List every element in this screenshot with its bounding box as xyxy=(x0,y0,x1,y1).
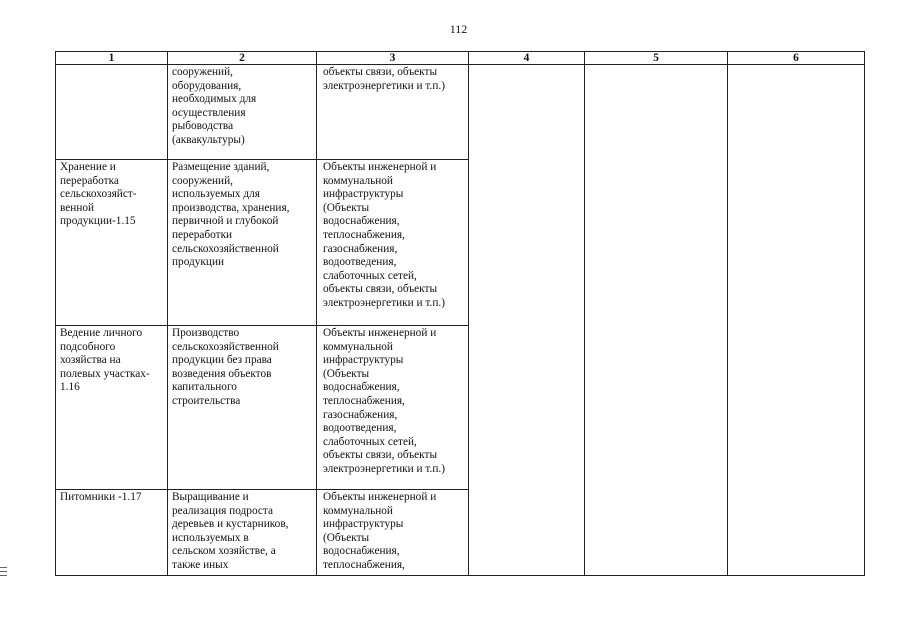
col-4-empty xyxy=(469,65,585,576)
row-3-col-3: Объекты инженерной и коммунальной инфраструктуры (Объекты водоснабжения, теплоснабжения, газоснабжения, водоотведения, слаботочных сетей, объекты связи, объекты электроэнергетики и т.п.) xyxy=(317,326,469,490)
row-3-col-2: Производство сельскохозяйственной продукции без права возведения объектов капитального строительства xyxy=(168,326,317,490)
row-2-col-2: Размещение зданий, сооружений, используемых для производства, хранения, первичной и глубокой переработки сельскохозяйственной продукции xyxy=(168,160,317,326)
row-1-col-3: объекты связи, объекты электроэнергетики и т.п.) xyxy=(317,65,469,160)
header-col-4: 4 xyxy=(469,52,585,65)
page-number: 112 xyxy=(449,22,468,36)
row-2-col-3: Объекты инженерной и коммунальной инфраструктуры (Объекты водоснабжения, теплоснабжения, газоснабжения, водоотведения, слаботочных сетей, объекты связи, объекты электроэнергетики и т.п.) xyxy=(317,160,469,326)
col-6-empty xyxy=(728,65,865,576)
row-3-col-1: Ведение личного подсобного хозяйства на полевых участках- 1.16 xyxy=(56,326,168,490)
header-col-5: 5 xyxy=(585,52,728,65)
edge-mark xyxy=(0,571,7,572)
header-col-3: 3 xyxy=(317,52,469,65)
header-row xyxy=(56,52,865,65)
row-4-col-1: Питомники -1.17 xyxy=(56,490,168,576)
row-4-col-2: Выращивание и реализация подроста деревьев и кустарников, используемых в сельском хозяйстве, а также иных xyxy=(168,490,317,576)
row-4-col-3: Объекты инженерной и коммунальной инфраструктуры (Объекты водоснабжения, теплоснабжения, xyxy=(317,490,469,576)
header-col-6: 6 xyxy=(728,52,865,65)
header-col-1: 1 xyxy=(56,52,168,65)
header-col-2: 2 xyxy=(168,52,317,65)
edge-mark xyxy=(0,575,7,576)
table-row xyxy=(56,65,865,160)
edge-mark xyxy=(0,567,7,568)
col-5-empty xyxy=(585,65,728,576)
zoning-table xyxy=(55,51,865,576)
scan-edge-marks xyxy=(0,567,7,579)
row-1-col-2: сооружений, оборудования, необходимых для осуществления рыбоводства (аквакультуры) xyxy=(168,65,317,160)
row-2-col-1: Хранение и переработка сельскохозяйст- венной продукции-1.15 xyxy=(56,160,168,326)
row-1-col-1 xyxy=(56,65,168,160)
